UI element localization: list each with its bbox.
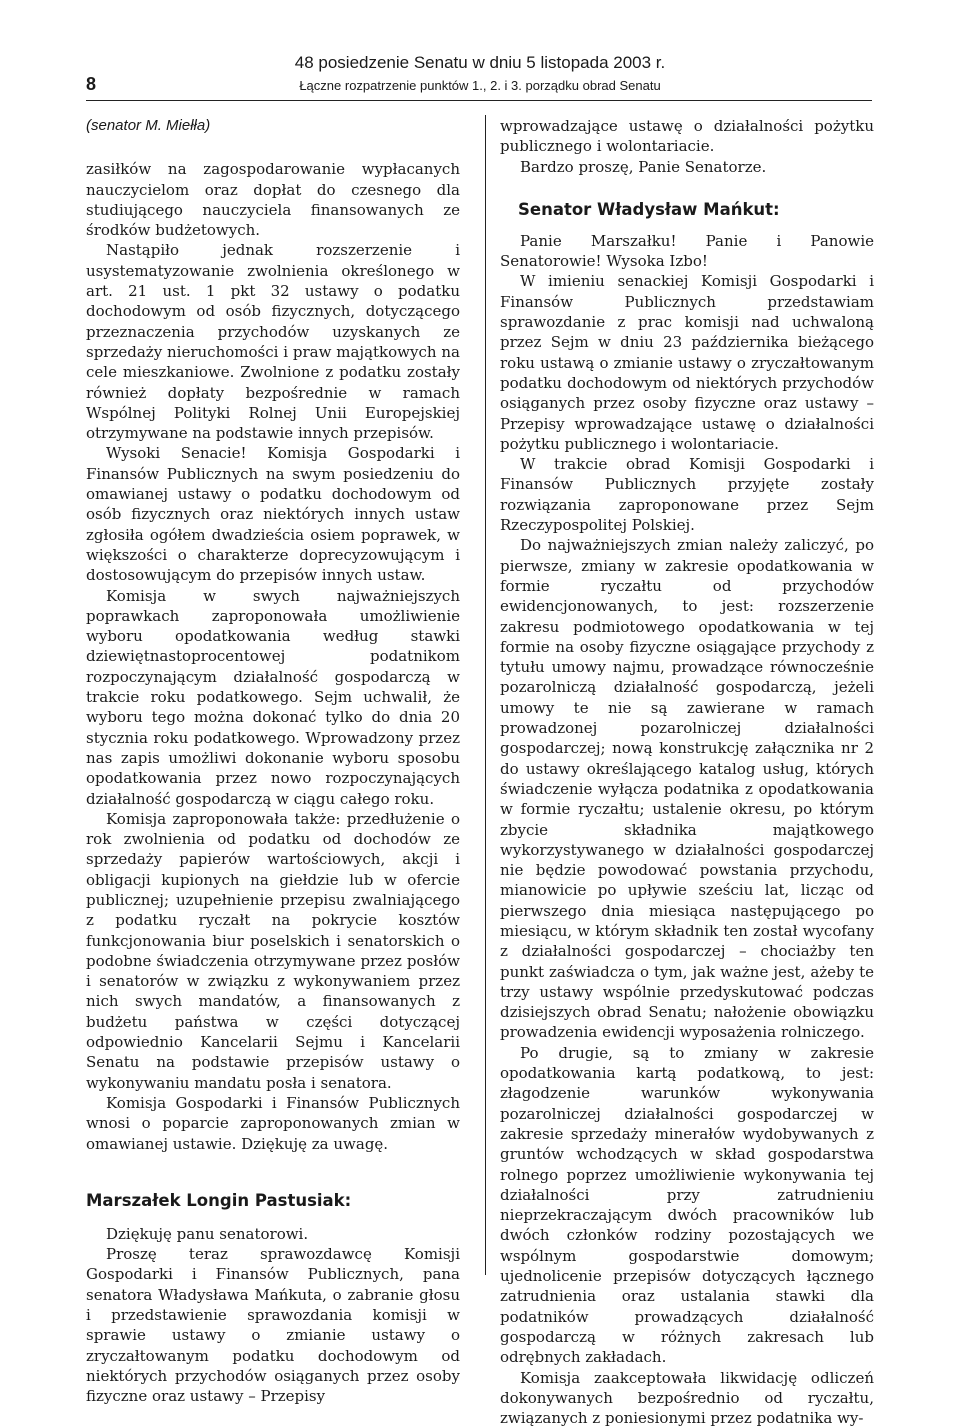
paragraph: Proszę teraz sprawozdawcę Komisji Gospodarki i Finansów Publicznych, pana senatora Władysława Mańkuta, o zabranie głosu i przedstawienie sprawozdania komisji w sprawie ustawy o zmianie ustawy o zryczałtowanym podatku dochodowym od niektórych przychodów osiąganych przez osoby fizyczne oraz ustawy – Przepisy: [86, 1245, 460, 1406]
paragraph: zasiłków na zagospodarowanie wypłacanych nauczycielom oraz dopłat do czesnego dla studiującego nauczyciela finansowanych ze środków budżetowych.: [86, 160, 460, 240]
speaker-heading: Marszałek Longin Pastusiak:: [86, 1190, 352, 1210]
paragraph: wprowadzające ustawę o działalności pożytku publicznego i wolontariacie.: [500, 117, 874, 156]
paragraph: Do najważniejszych zmian należy zaliczyć, po pierwsze, zmiany w zakresie opodatkowania w formie ryczałtu od przychodów ewidencjonowanych, to jest: rozszerzenie zakresu podmiotowego opodatkowania w tej formie na osoby fizyczne osiągające przychody z tytułu umowy najmu, prowadzące równocześnie pozarolniczą działalność gospodarczą, jeżeli umowy te nie są zawierane w ramach prowadzonej pozarolniczej działalności gospodarczej; nową konstrukcję załącznika nr 2 do ustawy określającego katalog usług, których świadczenie wyłącza podatnika z opodatkowania w formie ryczałtu; ustalenie okresu, po którym zbycie składnika majątkowego wykorzystywanego w działalności gospodarczej nie będzie powodować powstania przychodu, mianowicie po upływie sześciu lat, licząc od pierwszego dnia miesiąca następującego po miesiącu, w którym składnik ten został wycofany z działalności gospodarczej – chociażby ten punkt zaświadcza o tym, jak ważne jest, ażeby te trzy ustawy wspólnie przedyskutować podczas dzisiejszych obrad Senatu; nałożenie obowiązku prowadzenia ewidencji wyposażenia rolniczego.: [500, 536, 874, 1042]
running-title: 48 posiedzenie Senatu w dniu 5 listopada 2003 r.: [294, 53, 666, 72]
speaker-note: (senator M. Miełła): [86, 117, 211, 134]
page-number: 8: [86, 74, 97, 94]
paragraph: W imieniu senackiej Komisji Gospodarki i Finansów Publicznych przedstawiam sprawozdanie z prac komisji nad uchwaloną przez Sejm w dniu 23 października bieżącego roku ustawą o zmianie ustawy o zryczałtowanym podatku dochodowym od niektórych przychodów osiąganych przez osoby fizyczne oraz ustawy – Przepisy wprowadzające ustawę o działalności pożytku publicznego i wolontariacie.: [500, 272, 874, 453]
paragraph: Panie Marszałku! Panie i Panowie Senatorowie! Wysoka Izbo!: [500, 231, 874, 271]
left-column: [86, 116, 460, 1407]
paragraph: Komisja w swych najważniejszych poprawkach zaproponowała umożliwienie wyboru opodatkowania według stawki dziewiętnastoprocentowej podatnikom rozpoczynającym działalność gospodarczą w trakcie roku podatkowego. Sejm uchwalił, że wyboru tego można dokonać tylko do dnia 20 stycznia roku podatkowego. Wprowadzony przez nas zapis umożliwi dokonanie wyboru sposobu opodatkowania przez nowo rozpoczynających działalność gospodarczą w ciągu całego roku.: [86, 586, 460, 808]
paragraph: Bardzo proszę, Panie Senatorze.: [520, 157, 767, 176]
paragraph: Nastąpiło jednak rozszerzenie i usystematyzowanie zwolnienia określonego w art. 21 ust. 1 pkt 32 ustawy o podatku dochodowym od osób fizycznych, dotyczącego przeznaczenia przychodów uzyskanych ze sprzedaży nieruchomości i praw majątkowych na cele mieszkaniowe. Zwolnione z podatku zostały również dopłaty bezpośrednie w ramach Wspólnej Polityki Rolnej Unii Europejskiej otrzymywane na podstawie innych przepisów.: [86, 241, 460, 443]
paragraph: Komisja zaproponowała także: przedłużenie o rok zwolnienia od podatku od dochodów ze sprzedaży papierów wartościowych, akcji i obligacji kupionych na giełdzie lub w ofercie publicznej; uzupełnienie przepisu zwalniającego z podatku ryczałt na pokrycie kosztów funkcjonowania biur poselskich i senatorskich o podobne świadczenia otrzymywane przez posłów i senatorów w związku z wykonywaniem przez nich swych mandatów, a finansowanych z budżetu państwa w części dotyczącej odpowiednio Kancelarii Sejmu i Kancelarii Senatu na podstawie przepisów ustawy o wykonywaniu mandatu posła i senatora.: [86, 809, 460, 1092]
paragraph: W trakcie obrad Komisji Gospodarki i Finansów Publicznych przyjęte zostały rozwiązania zaproponowane przez Sejm Rzeczypospolitej Polskiej.: [500, 455, 874, 535]
running-subtitle: Łączne rozpatrzenie punktów 1., 2. i 3. porządku obrad Senatu: [299, 78, 661, 93]
header-rule: [86, 100, 872, 101]
right-column: [500, 116, 874, 1428]
speaker-heading: Senator Władysław Mańkut:: [518, 199, 780, 219]
paragraph: Komisja Gospodarki i Finansów Publicznych wnosi o poparcie zaproponowanych zmian w omawianej ustawie. Dziękuję za uwagę.: [86, 1093, 460, 1153]
column-divider: [485, 115, 486, 1275]
paragraph: Komisja zaakceptowała likwidację odliczeń dokonywanych bezpośrednio od ryczałtu, związanych z poniesionymi przez podatnika wy-: [500, 1368, 874, 1428]
paragraph: Wysoki Senacie! Komisja Gospodarki i Finansów Publicznych na swym posiedzeniu do omawianej ustawy o podatku dochodowym od osób fizycznych oraz niektórych innych ustaw zgłosiła ogółem dwadzieścia osiem poprawek, w większości o charakterze doprecyzowującym i dostosowującym do przepisów innych ustaw.: [86, 444, 460, 585]
paragraph: Dziękuję panu senatorowi.: [106, 1224, 309, 1243]
paragraph: Po drugie, są to zmiany w zakresie opodatkowania kartą podatkową, to jest: złagodzenie warunków wykonywania pozarolniczej działalności gospodarczej w zakresie sprzedaży minerałów wydobywanych z gruntów wchodzących w skład gospodarstwa rolnego poprzez umożliwienie wykonywania tej działalności przy zatrudnieniu nieprzekraczającym dwóch pracowników lub dwóch członków rodziny pozostających we wspólnym gospodarstwie domowym; ujednolicenie przepisów dotyczących łącznego zatrudnienia oraz ustalania stawki dla podatników prowadzących działalność gospodarczą w różnych zakresach lub odrębnych zakładach.: [500, 1043, 874, 1367]
